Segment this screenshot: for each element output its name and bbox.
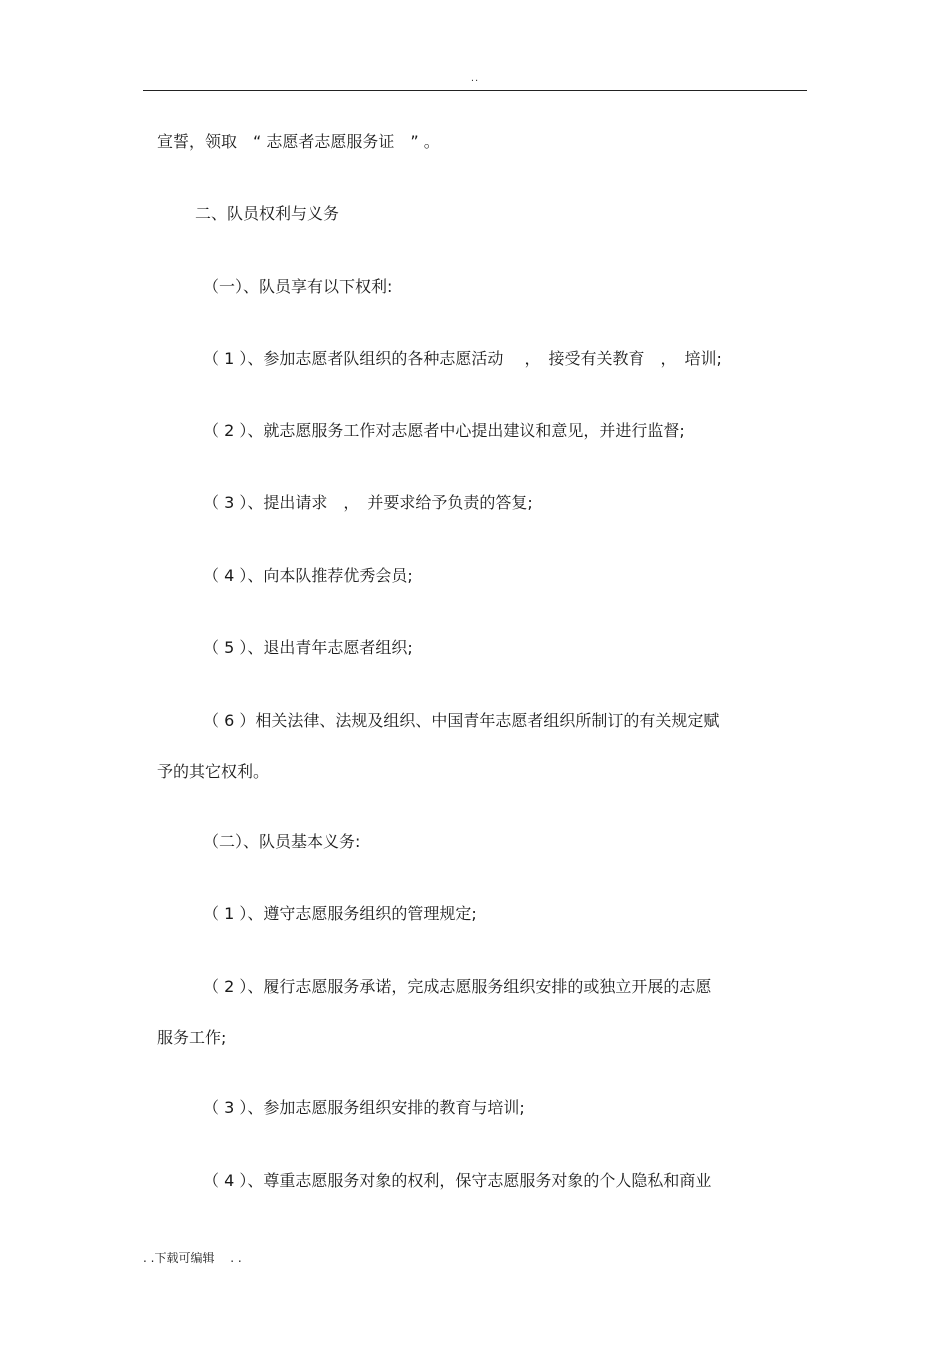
list-item: （ 3 ）、提出请求 ， 并要求给予负责的答复; xyxy=(203,493,533,512)
list-item: （ 2 ）、就志愿服务工作对志愿者中心提出建议和意见，并进行监督; xyxy=(203,421,685,440)
list-item: （ 6 ）相关法律、法规及组织、中国青年志愿者组织所制订的有关规定赋 xyxy=(203,711,720,730)
list-item: （ 3 ）、参加志愿服务组织安排的教育与培训; xyxy=(203,1098,525,1117)
list-item: （ 4 ）、尊重志愿服务对象的权利，保守志愿服务对象的个人隐私和商业 xyxy=(203,1171,712,1190)
list-item-continuation: 予的其它权利。 xyxy=(157,762,270,781)
list-item-continuation: 服务工作; xyxy=(157,1028,227,1047)
list-item: （ 1 ）、遵守志愿服务组织的管理规定; xyxy=(203,904,477,923)
paragraph-line: 宣誓，领取 “ 志愿者志愿服务证 ” 。 xyxy=(157,132,440,151)
section-heading: 二、队员权利与义务 xyxy=(195,204,340,223)
header-rule xyxy=(143,90,807,91)
footer-note: . .下载可编辑 . . xyxy=(143,1251,242,1265)
subsection-heading: （二）、队员基本义务: xyxy=(203,832,361,851)
list-item: （ 5 ）、退出青年志愿者组织; xyxy=(203,638,413,657)
list-item: （ 4 ）、向本队推荐优秀会员; xyxy=(203,566,413,585)
list-item: （ 1 ）、参加志愿者队组织的各种志愿活动 ， 接受有关教育 ， 培训; xyxy=(203,349,722,368)
subsection-heading: （一）、队员享有以下权利: xyxy=(203,277,393,296)
header-mark: .. xyxy=(470,73,480,84)
list-item: （ 2 ）、履行志愿服务承诺，完成志愿服务组织安排的或独立开展的志愿 xyxy=(203,977,712,996)
